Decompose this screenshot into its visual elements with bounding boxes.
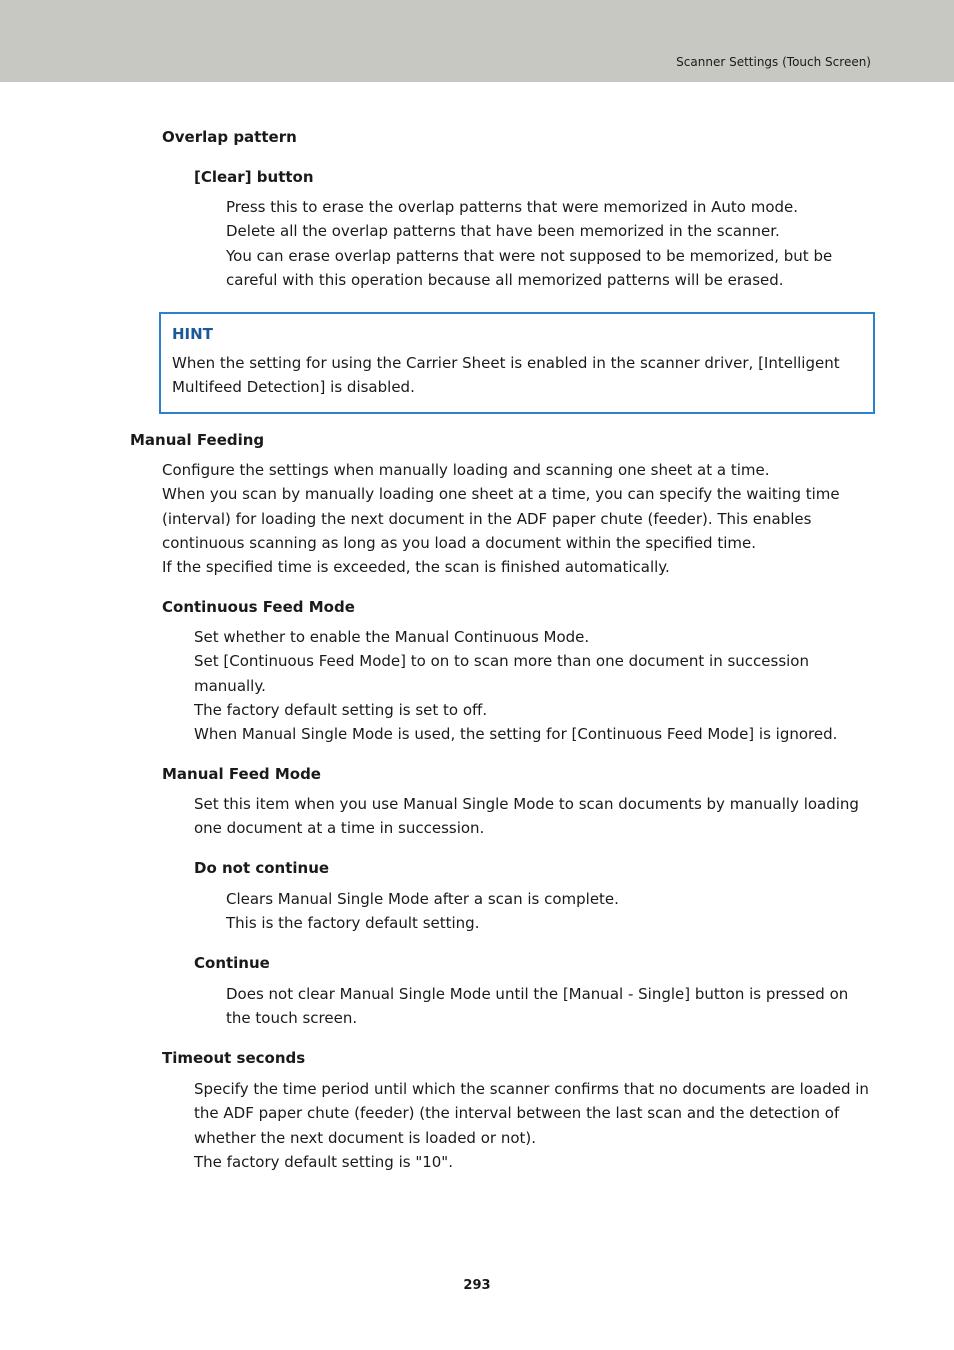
timeout-seconds-description <box>194 1077 869 1174</box>
text-line: Set whether to enable the Manual Continuous Mode. <box>194 628 590 646</box>
heading-overlap-pattern: Overlap pattern <box>162 128 297 146</box>
heading-clear-button: [Clear] button <box>194 168 314 186</box>
text-line: continuous scanning as long as you load a document within the specified time. <box>162 533 757 552</box>
text-line: When you scan by manually loading one sheet at a time, you can specify the waiting time <box>162 485 840 504</box>
text-line: The factory default setting is set to off. <box>194 700 488 719</box>
text-line: If the specified time is exceeded, the scan is finished automatically. <box>162 558 670 577</box>
hint-box <box>159 312 875 414</box>
clear-button-description <box>226 195 832 292</box>
manual-feed-mode-description <box>194 792 859 841</box>
text-line: Delete all the overlap patterns that have been memorized in the scanner. <box>226 222 780 241</box>
hint-text <box>172 351 862 400</box>
text-line: the ADF paper chute (feeder) (the interval between the last scan and the detection of <box>194 1104 840 1123</box>
text-line: You can erase overlap patterns that were not supposed to be memorized, but be <box>226 246 833 265</box>
text-line: one document at a time in succession. <box>194 819 485 838</box>
heading-manual-feeding: Manual Feeding <box>130 431 265 449</box>
hint-label: HINT <box>172 325 213 343</box>
text-line: careful with this operation because all memorized patterns will be erased. <box>226 270 784 289</box>
text-line: Specify the time period until which the scanner confirms that no documents are loaded in <box>194 1080 869 1098</box>
text-line: Set [Continuous Feed Mode] to on to scan more than one document in succession <box>194 652 809 671</box>
page-header-bar <box>0 0 954 82</box>
heading-manual-feed-mode: Manual Feed Mode <box>162 765 321 783</box>
page-number: 293 <box>463 1278 491 1293</box>
text-line: When Manual Single Mode is used, the setting for [Continuous Feed Mode] is ignored. <box>194 725 838 744</box>
text-line: Multifeed Detection] is disabled. <box>172 378 415 397</box>
heading-do-not-continue: Do not continue <box>194 859 330 877</box>
text-line: Press this to erase the overlap patterns that were memorized in Auto mode. <box>226 198 799 216</box>
text-line: Clears Manual Single Mode after a scan is complete. <box>226 890 619 908</box>
heading-continue: Continue <box>194 954 270 972</box>
do-not-continue-description <box>226 887 619 936</box>
continue-description <box>226 982 848 1031</box>
continuous-feed-mode-description <box>194 625 837 746</box>
text-line: manually. <box>194 676 266 695</box>
manual-feeding-description <box>162 458 840 579</box>
heading-timeout-seconds: Timeout seconds <box>162 1049 306 1067</box>
text-line: Does not clear Manual Single Mode until the [Manual - Single] button is pressed on <box>226 985 849 1003</box>
text-line: The factory default setting is "10". <box>194 1152 453 1171</box>
text-line: whether the next document is loaded or not). <box>194 1128 537 1147</box>
heading-continuous-feed-mode: Continuous Feed Mode <box>162 598 355 616</box>
header-title: Scanner Settings (Touch Screen) <box>676 55 871 69</box>
text-line: When the setting for using the Carrier Sheet is enabled in the scanner driver, [Intelligent <box>172 354 840 372</box>
text-line: (interval) for loading the next document in the ADF paper chute (feeder). This enables <box>162 509 812 528</box>
text-line: Configure the settings when manually loading and scanning one sheet at a time. <box>162 461 770 479</box>
text-line: the touch screen. <box>226 1009 358 1028</box>
text-line: Set this item when you use Manual Single Mode to scan documents by manually loading <box>194 795 859 813</box>
text-line: This is the factory default setting. <box>226 914 480 933</box>
